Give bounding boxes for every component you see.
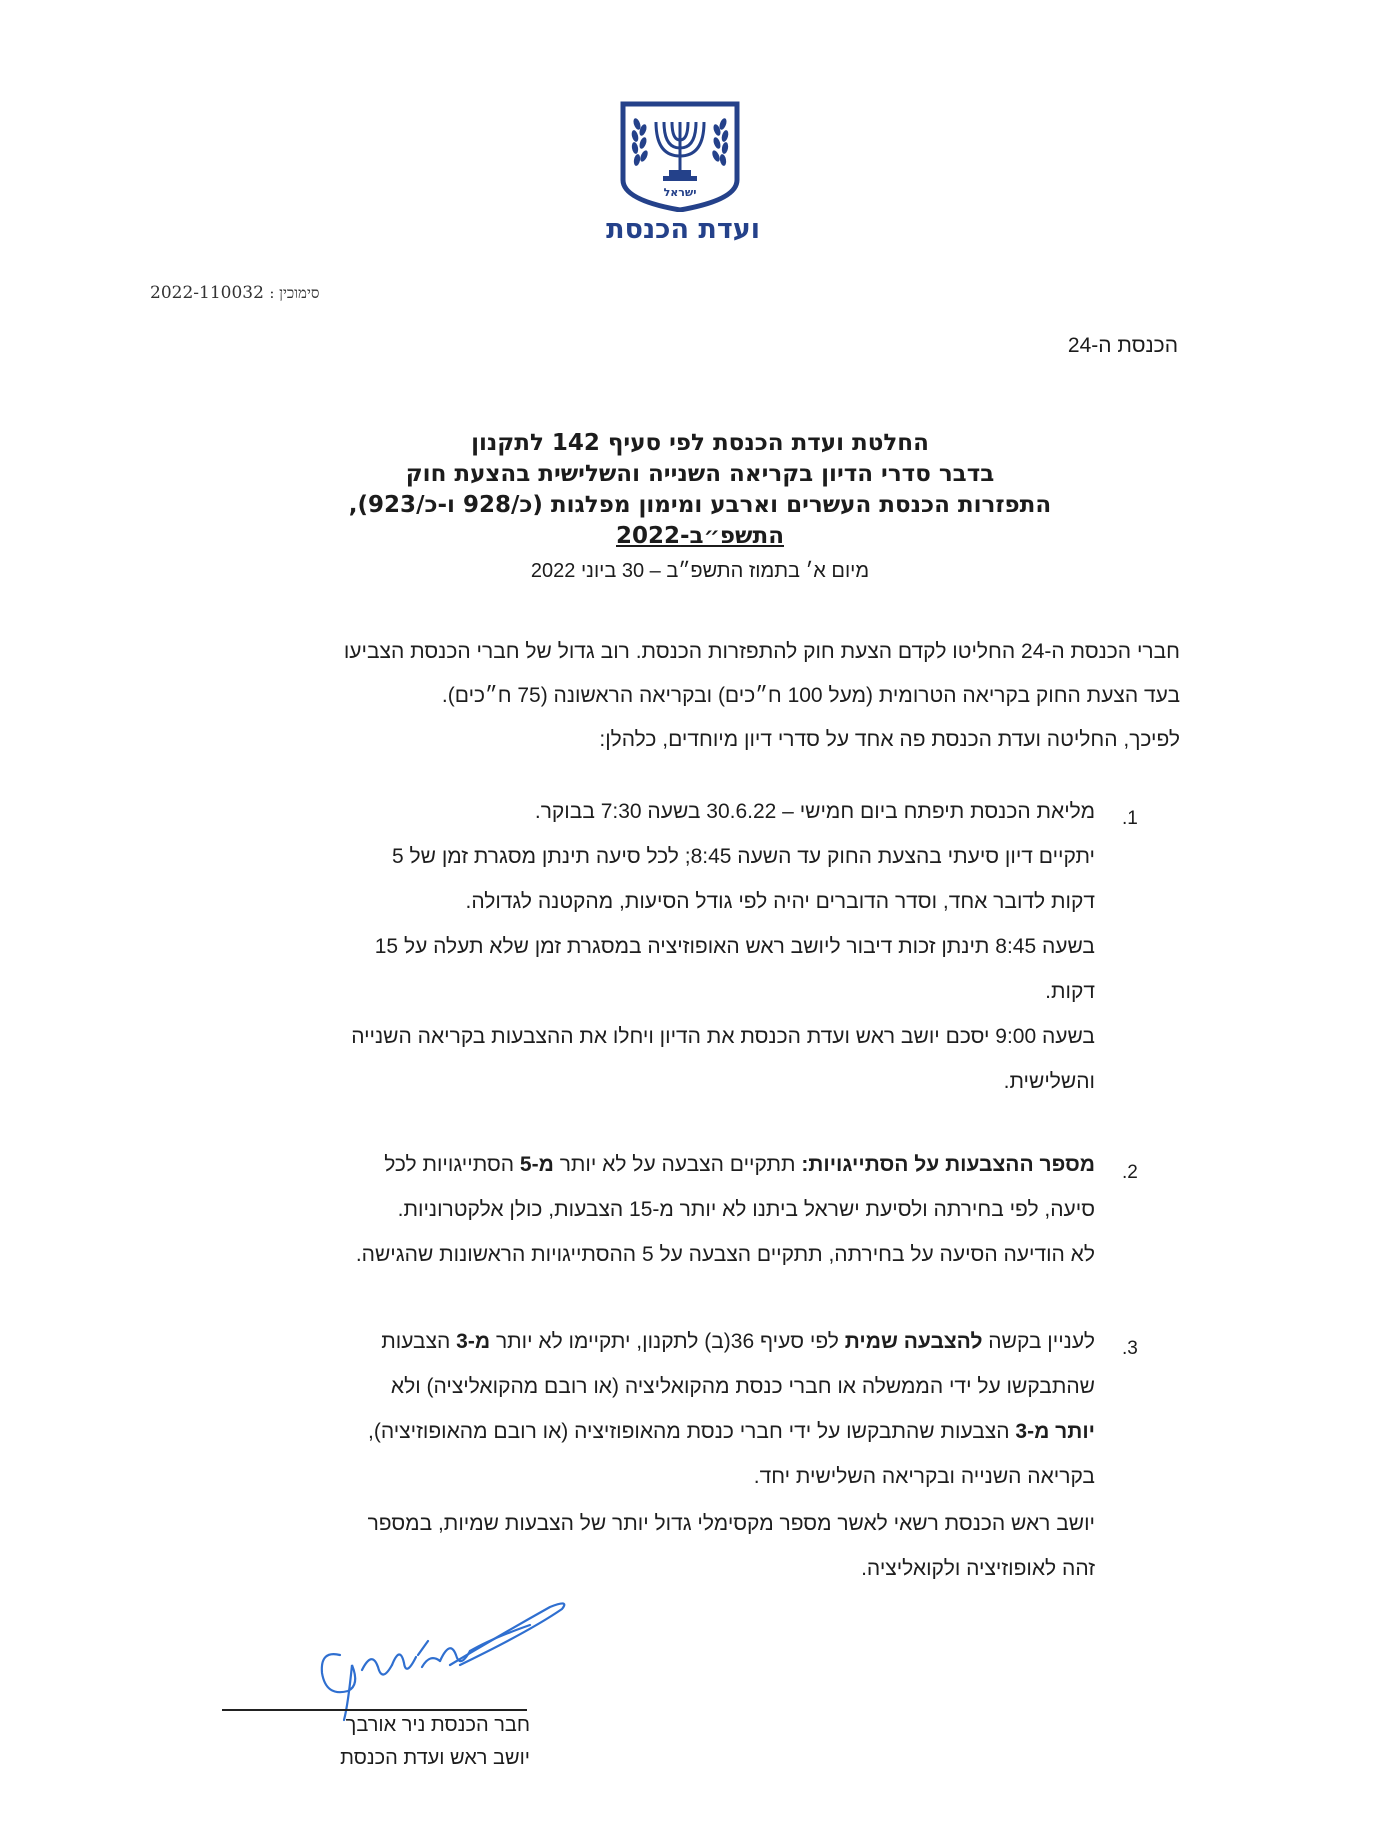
item-3-line-5: יושב ראש הכנסת רשאי לאשר מספר מקסימלי גדול יותר של הצבעות שמיות, במספר xyxy=(367,1512,1095,1535)
item-2-heading: מספר ההצבעות על הסתייגויות: xyxy=(801,1153,1095,1176)
title-line-4: התשפ״ב-2022 xyxy=(616,523,784,549)
emblem-label: ישראל xyxy=(663,186,697,199)
signer-name: חבר הכנסת ניר אורבך xyxy=(345,1714,530,1736)
item-2-line-3: לא הודיעה הסיעה על בחירתה, תתקיים הצבעה על 5 ההסתייגויות הראשונות שהגישה. xyxy=(355,1243,1095,1266)
item-1-line-3: דקות לדובר אחד, וסדר הדוברים יהיה לפי גודל הסיעות, מהקטנה לגדולה. xyxy=(465,890,1095,913)
reference-label: סימוכין : xyxy=(269,284,320,302)
item-1-line-5: דקות. xyxy=(1045,980,1095,1003)
item-3-line-2: שהתבקשו על ידי הממשלה או חברי כנסת מהקואליציה (או רובם מהקואליציה) ולא xyxy=(390,1375,1095,1398)
title-line-1: החלטת ועדת הכנסת לפי סעיף 142 לתקנון xyxy=(471,430,929,456)
document-title xyxy=(200,428,1200,552)
item-3-line-6: זהה לאופוזיציה ולקואליציה. xyxy=(861,1557,1095,1580)
item-1-number: 1. xyxy=(1122,808,1138,829)
handwritten-signature-icon xyxy=(300,1595,570,1725)
reference-number xyxy=(150,283,450,303)
title-line-2: בדבר סדרי הדיון בקריאה השנייה והשלישית בהצעת חוק xyxy=(405,461,995,487)
item-1-line-4: בשעה 8:45 תינתן זכות דיבור ליושב ראש האופוזיציה במסגרת זמן שלא תעלה על 15 xyxy=(374,935,1095,958)
intro-line-3: לפיכך, החליטה ועדת הכנסת פה אחד על סדרי דיון מיוחדים, כלהלן: xyxy=(599,728,1180,751)
item-2-line-2: סיעה, לפי בחירתה ולסיעת ישראל ביתנו לא יותר מ-15 הצבעות, כולן אלקטרוניות. xyxy=(397,1198,1095,1221)
item-1-line-2: יתקיים דיון סיעתי בהצעת החוק עד השעה 8:45; לכל סיעה תינתן מסגרת זמן של 5 xyxy=(392,845,1095,868)
item-1-line-6: בשעה 9:00 יסכם יושב ראש ועדת הכנסת את הדיון ויחלו את ההצבעות בקריאה השנייה xyxy=(351,1025,1095,1048)
item-2-number: 2. xyxy=(1122,1162,1138,1183)
signature-line xyxy=(222,1709,527,1711)
signer-role: יושב ראש ועדת הכנסת xyxy=(340,1747,530,1769)
item-3-line-3: יותר מ-3 הצבעות שהתבקשו על ידי חברי כנסת מהאופוזיציה (או רובם מהאופוזיציה), xyxy=(368,1420,1095,1443)
item-3-line-1: לעניין בקשה להצבעה שמית לפי סעיף 36(ב) לתקנון, יתקיימו לא יותר מ-3 הצבעות xyxy=(381,1330,1095,1353)
committee-name: ועדת הכנסת xyxy=(606,214,760,245)
item-1-line-1: מליאת הכנסת תיפתח ביום חמישי – 30.6.22 בשעה 7:30 בבוקר. xyxy=(534,800,1095,823)
item-1-line-7: והשלישית. xyxy=(1003,1070,1095,1093)
intro-line-1: חברי הכנסת ה-24 החליטו לקדם הצעת חוק להתפזרות הכנסת. רוב גדול של חברי הכנסת הצביעו xyxy=(343,640,1180,663)
knesset-number: הכנסת ה-24 xyxy=(1067,334,1178,357)
title-line-3: התפזרות הכנסת העשרים וארבע ומימון מפלגות (כ/928 ו-כ/923), xyxy=(348,492,1052,518)
item-2-line-1: מספר ההצבעות על הסתייגויות: תתקיים הצבעה על לא יותר מ-5 הסתייגויות לכל xyxy=(384,1153,1095,1176)
state-emblem-icon xyxy=(617,100,743,212)
decision-date: מיום א׳ בתמוז התשפ״ב – 30 ביוני 2022 xyxy=(530,560,870,582)
intro-line-2: בעד הצעת החוק בקריאה הטרומית (מעל 100 ח״כים) ובקריאה הראשונה (75 ח״כים). xyxy=(441,684,1180,707)
item-3-line-4: בקריאה השנייה ובקריאה השלישית יחד. xyxy=(753,1465,1095,1488)
item-3-number: 3. xyxy=(1122,1338,1138,1359)
reference-value: 2022-110032 xyxy=(150,283,264,303)
